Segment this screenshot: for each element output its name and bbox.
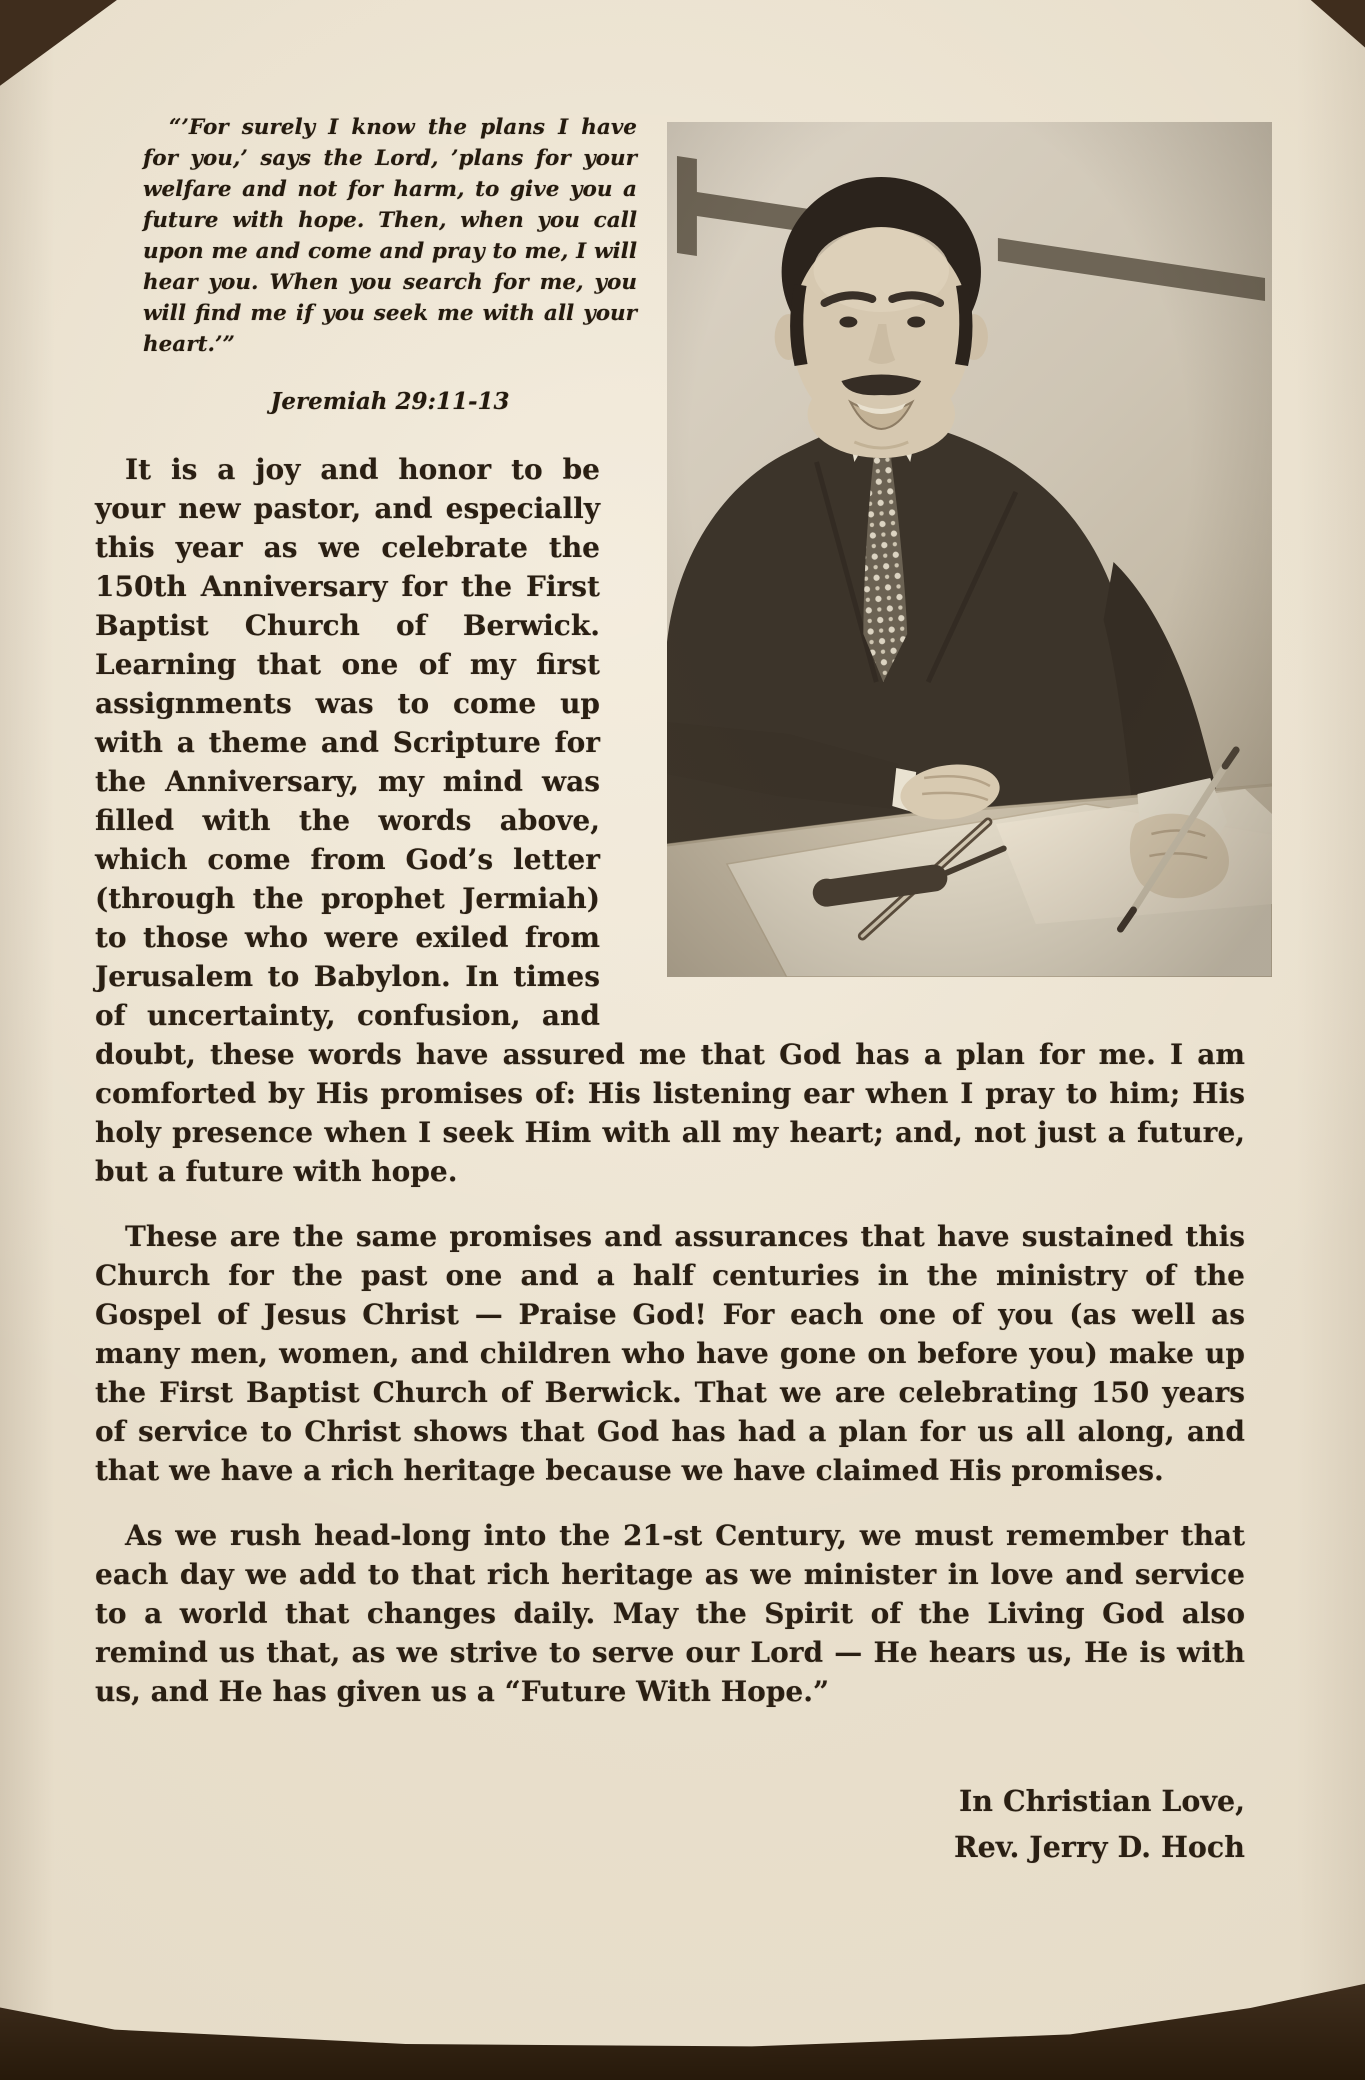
- scripture-quote: “’For surely I know the plans I have for you,’ says the Lord, ’plans for your welfare and not for harm, to give you a future with hope. Then, when you call upon me and come and pray to me, I will hear you. When you search for me, you will find me if you seek me with all your heart.’”: [143, 115, 637, 357]
- letter-body: [95, 450, 1245, 1711]
- letter-paragraph-2: These are the same promises and assurances that have sustained this Church for the past one and a half centuries in the ministry of the Gospel of Jesus Christ — Praise God! For each one of you (as well as many men, women, and children who have gone on before you) make up the First Baptist Church of Berwick. That we are celebrating 150 years of service to Christ shows that God has had a plan for us all along, and that we have a rich heritage because we have claimed His promises.: [95, 1220, 1245, 1487]
- scripture-reference: Jeremiah 29:11-13: [270, 388, 510, 415]
- signature: Rev. Jerry D. Hoch: [953, 1830, 1245, 1864]
- photo-text-wrap-spacer: [630, 450, 1245, 1002]
- valediction: In Christian Love,: [958, 1784, 1245, 1818]
- letter-paragraph-3: As we rush head-long into the 21-st Century, we must remember that each day we add to that rich heritage as we minister in love and service to a world that changes daily. May the Spirit of the Living God also remind us that, as we strive to serve our Lord — He hears us, He is with us, and He has given us a “Future With Hope.”: [95, 1519, 1245, 1708]
- closing-block: [954, 1778, 1245, 1870]
- letter-paragraph-1: It is a joy and honor to be your new pastor, and especially this year as we celebrate the 150th Anniversary for the First Baptist Church of Berwick. Learning that one of my first assignments was to come up with a theme and Scripture for the Anniversary, my mind was filled with the words above, which come from God’s letter (through the prophet Jermiah) to those who were exiled from Jerusalem to Babylon. In times of uncertainty, confusion, and doubt, these words have assured me that God has a plan for me. I am comforted by His promises of: His listening ear when I pray to him; His holy presence when I seek Him with all my heart; and, not just a future, but a future with hope.: [95, 453, 1245, 1188]
- table-corner-top-left: [0, 0, 136, 96]
- table-corner-top-right: [1297, 0, 1365, 58]
- table-edge-bottom: [0, 1972, 1365, 2080]
